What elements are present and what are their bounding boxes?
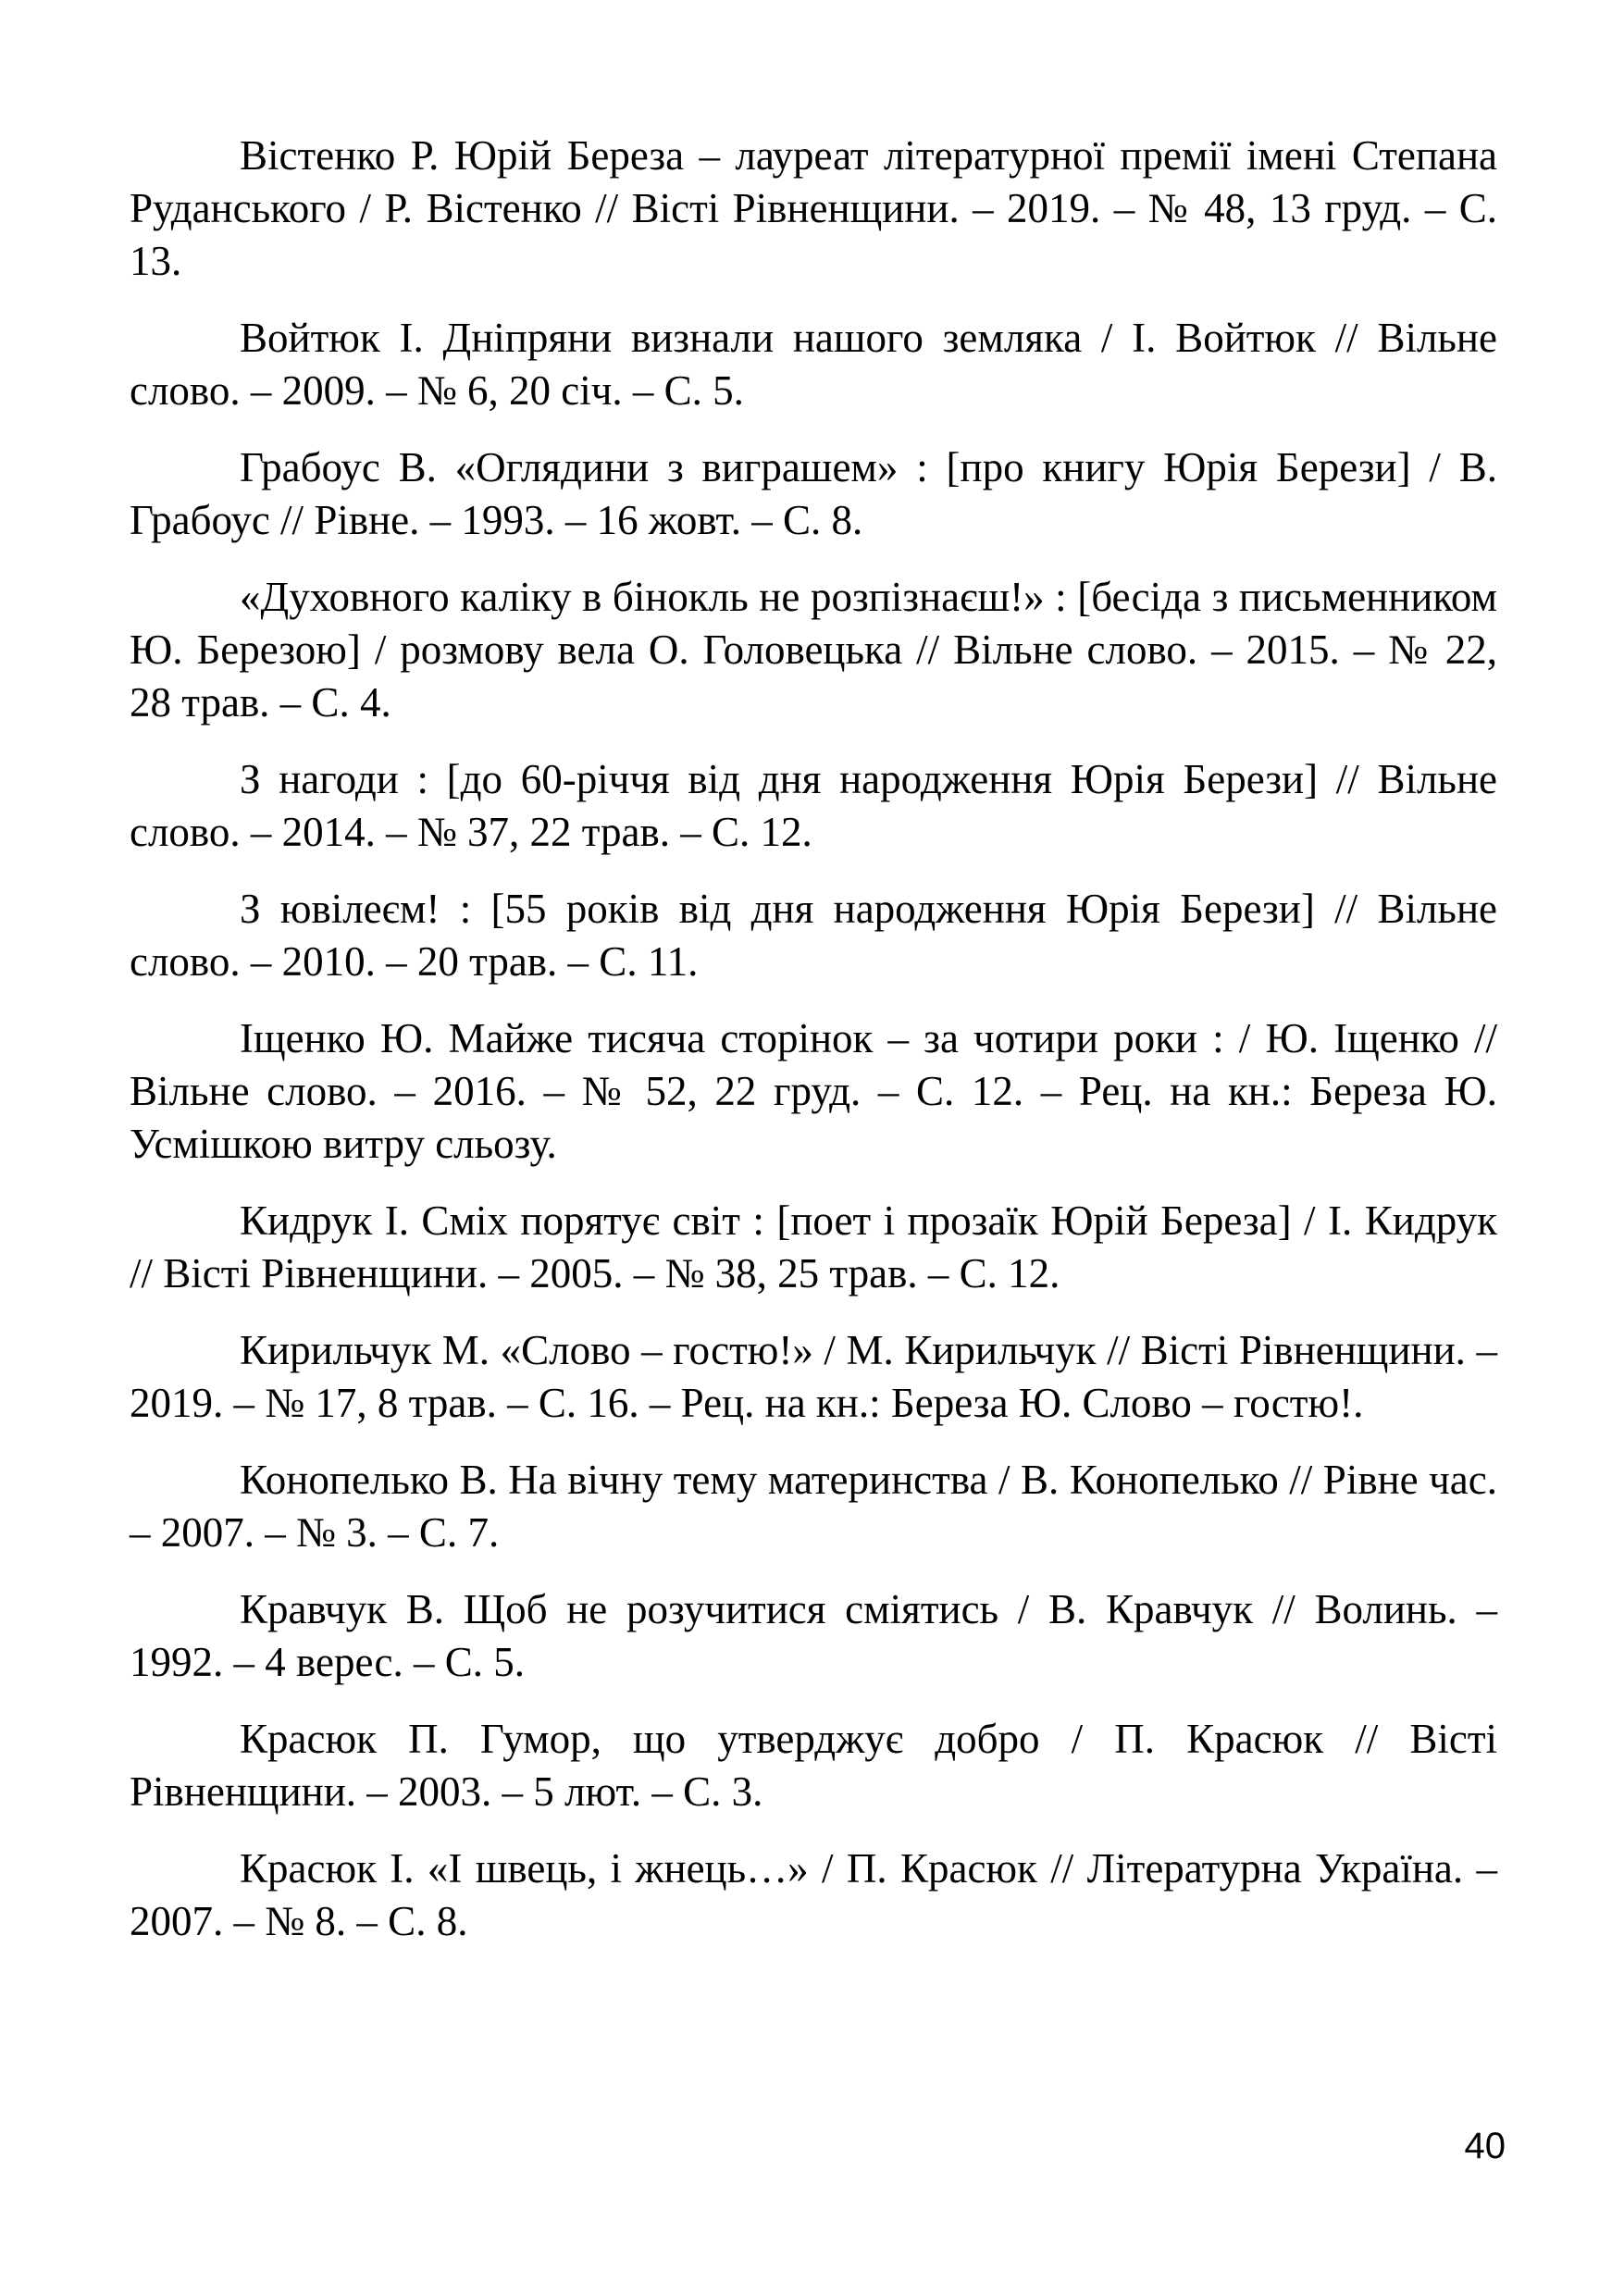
bibliography-entry: Іщенко Ю. Майже тисяча сторінок – за чотири роки : / Ю. Іщенко // Вільне слово. – 2016. – № 52, 22 груд. – С. 12. – Рец. на кн.: Береза Ю. Усмішкою витру сльозу. bbox=[130, 1015, 1497, 1167]
bibliography-entry: Грабоус В. «Оглядини з виграшем» : [про книгу Юрія Берези] / В. Грабоус // Рівне. – 1993. – 16 жовт. – С. 8. bbox=[130, 444, 1497, 543]
bibliography-entry: Кравчук В. Щоб не розучитися сміятись / В. Кравчук // Волинь. – 1992. – 4 верес. – С. 5. bbox=[130, 1586, 1497, 1685]
bibliography-entry: З ювілеєм! : [55 років від дня народження Юрія Берези] // Вільне слово. – 2010. – 20 трав. – С. 11. bbox=[130, 886, 1497, 985]
bibliography-entry: Красюк І. «І швець, і жнець…» / П. Красюк // Літературна Україна. – 2007. – № 8. – С. 8. bbox=[130, 1845, 1497, 1944]
bibliography-entry: Конопелько В. На вічну тему материнства / В. Конопелько // Рівне час. – 2007. – № 3. – С. 7. bbox=[130, 1457, 1497, 1556]
bibliography-page bbox=[130, 130, 1497, 2165]
bibliography-entry: Кирильчук М. «Слово – гостю!» / М. Кирильчук // Вісті Рівненщини. – 2019. – № 17, 8 трав. – С. 16. – Рец. на кн.: Береза Ю. Слово – гостю!. bbox=[130, 1327, 1497, 1426]
page-number: 40 bbox=[1464, 2126, 1506, 2166]
bibliography-entry: Кидрук І. Сміх порятує світ : [поет і прозаїк Юрій Береза] / І. Кидрук // Вісті Рівненщини. – 2005. – № 38, 25 трав. – С. 12. bbox=[130, 1197, 1497, 1296]
bibliography-entry: Войтюк І. Дніпряни визнали нашого земляка / І. Войтюк // Вільне слово. – 2009. – № 6, 20 січ. – С. 5. bbox=[130, 315, 1497, 414]
bibliography-entry: Красюк П. Гумор, що утверджує добро / П. Красюк // Вісті Рівненщини. – 2003. – 5 лют. – С. 3. bbox=[130, 1716, 1497, 1815]
bibliography-entry: Вістенко Р. Юрій Береза – лауреат літературної премії імені Степана Руданського / Р. Вістенко // Вісті Рівненщини. – 2019. – № 48, 13 груд. – С. 13. bbox=[130, 132, 1497, 284]
bibliography-entry: З нагоди : [до 60-річчя від дня народження Юрія Берези] // Вільне слово. – 2014. – № 37, 22 трав. – С. 12. bbox=[130, 756, 1497, 855]
bibliography-entry: «Духовного каліку в бінокль не розпізнаєш!» : [бесіда з письменником Ю. Березою] / розмову вела О. Головецька // Вільне слово. – 2015. – № 22, 28 трав. – С. 4. bbox=[130, 574, 1497, 726]
